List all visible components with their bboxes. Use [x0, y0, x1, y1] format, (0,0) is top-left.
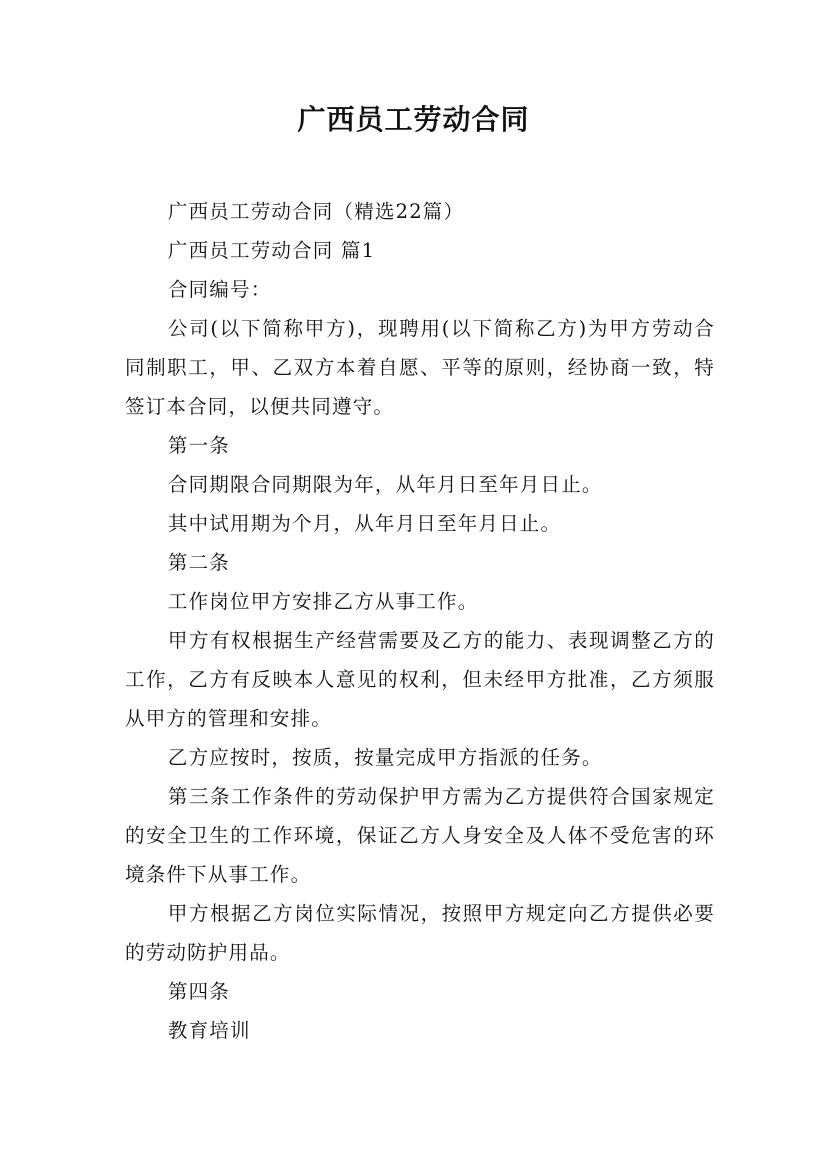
paragraph-article-4: 第四条 [167, 980, 230, 1003]
paragraph-probation: 其中试用期为个月，从年月日至年月日止。 [167, 512, 562, 535]
paragraph-article-3: 第三条工作条件的劳动保护甲方需为乙方提供符合国家规定的安全卫生的工作环境，保证乙方人身安全及人体不受危害的环境条件下从事工作。 [125, 785, 715, 886]
paragraph-position: 工作岗位甲方安排乙方从事工作。 [167, 590, 479, 613]
paragraph-protection: 甲方根据乙方岗位实际情况，按照甲方规定向乙方提供必要的劳动防护用品。 [125, 902, 715, 964]
paragraph-adjustment: 甲方有权根据生产经营需要及乙方的能力、表现调整乙方的工作，乙方有反映本人意见的权利，但未经甲方批准，乙方须服从甲方的管理和安排。 [125, 629, 715, 730]
paragraph-term: 合同期限合同期限为年，从年月日至年月日止。 [167, 473, 603, 496]
paragraph-training: 教育培训 [167, 1019, 251, 1042]
document-title: 广西员工劳动合同 [297, 103, 530, 136]
paragraph-article-1: 第一条 [167, 434, 230, 457]
paragraph-section-title: 广西员工劳动合同 篇1 [167, 239, 376, 262]
paragraph-article-2: 第二条 [167, 551, 230, 574]
paragraph-contract-number: 合同编号： [167, 278, 272, 301]
paragraph-intro: 公司(以下简称甲方)，现聘用(以下简称乙方)为甲方劳动合同制职工，甲、乙双方本着自愿、平等的原则，经协商一致，特签订本合同，以便共同遵守。 [125, 317, 715, 418]
paragraph-duties: 乙方应按时，按质，按量完成甲方指派的任务。 [167, 746, 603, 769]
document-body [125, 192, 715, 1050]
paragraph-heading: 广西员工劳动合同（精选22篇） [167, 200, 465, 223]
